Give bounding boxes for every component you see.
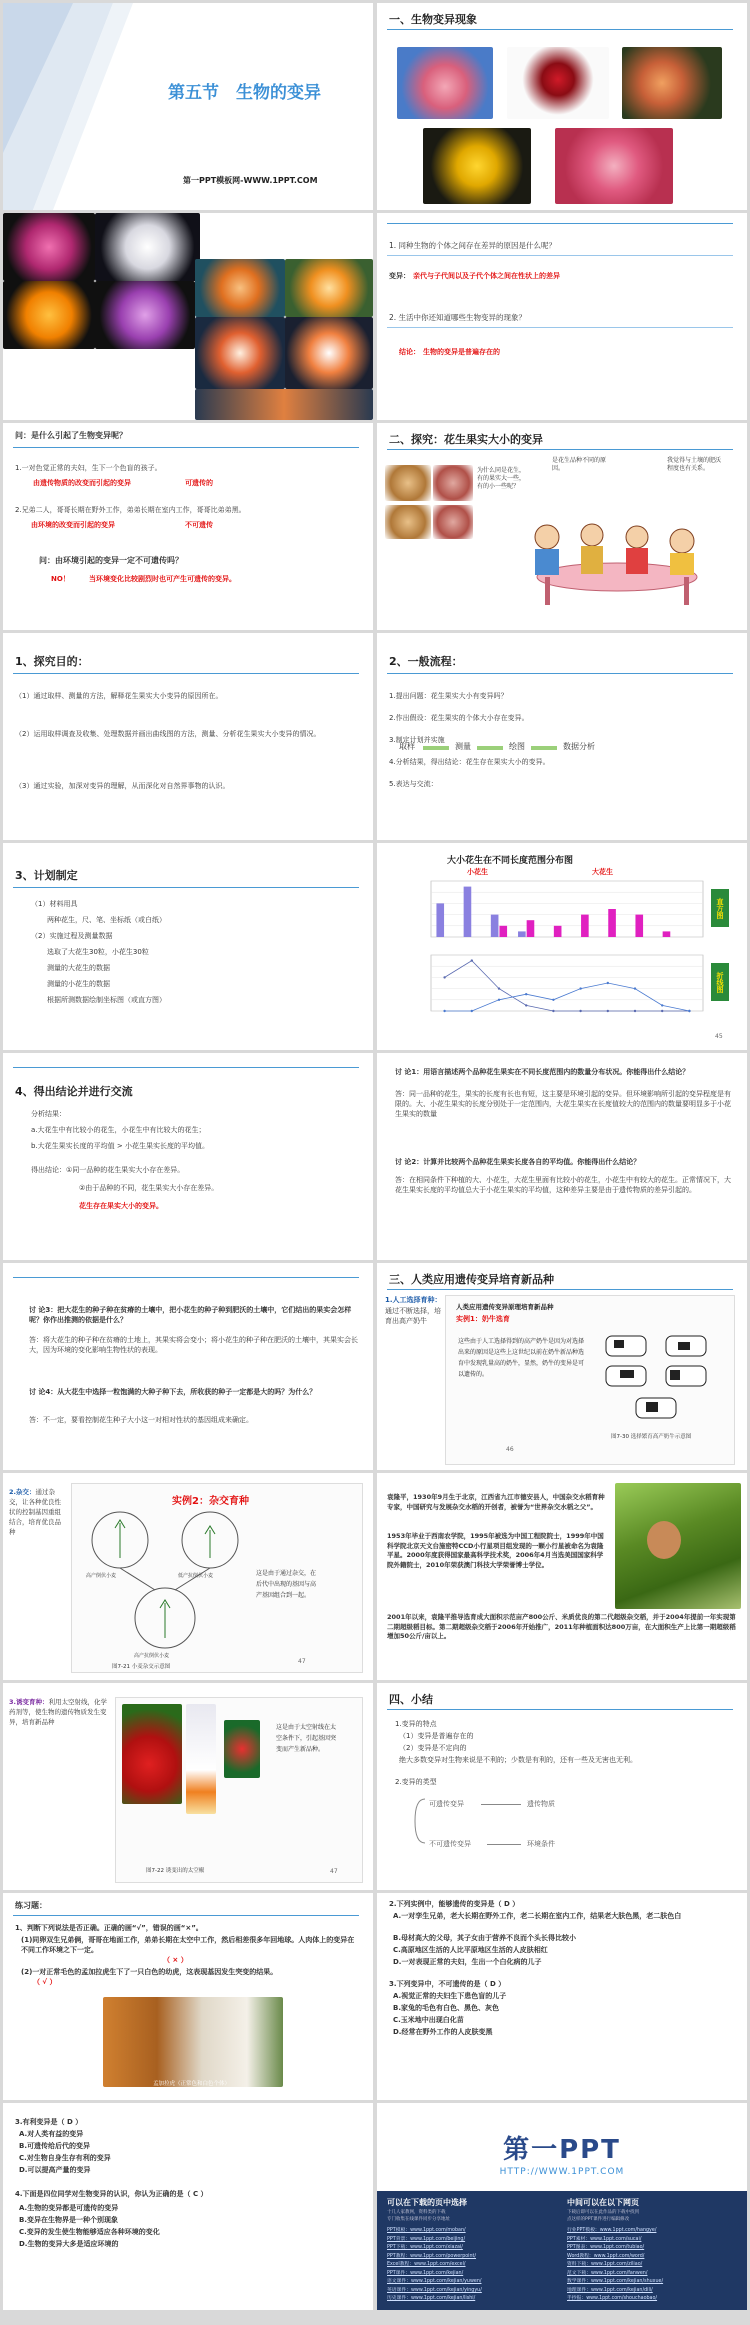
question-1b: (2)一对正常毛色的孟加拉虎生下了一只白色的幼虎，这表现基因发生突变的结果。 [21, 1968, 278, 1976]
case-1-heritable: 可遗传的 [185, 479, 213, 487]
answer-1-label: 变异： [389, 272, 410, 280]
case-2-answer: 由环境的改变而引起的变异 [31, 521, 115, 529]
bubble-breed: 是花生品种不同的原因。 [552, 457, 607, 472]
answer-2: 生物的变异是普遍存在的 [423, 348, 500, 356]
ad-link[interactable]: PPT背景：www.1ppt.com/beijing/ [387, 2236, 466, 2242]
cow-figure-panel [445, 1295, 735, 1465]
no-explanation: 当环境变化比较剧烈时也可产生可遗传的变异。 [89, 575, 236, 583]
bar-small [436, 903, 444, 937]
ad-link[interactable]: Word教程：www.1ppt.com/word/ [567, 2253, 645, 2259]
line-point [579, 1010, 581, 1012]
slide-cause-of-variation [3, 423, 373, 630]
line-point [661, 1010, 663, 1012]
plan-item: （1）材料用具 [31, 900, 78, 908]
ad-link[interactable]: 语文课件：www.1ppt.com/kejian/yuwen/ [387, 2279, 482, 2284]
question-2-option-a: A.一对孪生兄弟，老大长期在野外工作，老二长期在室内工作，结果老大肤色黑，老二肤色白 [393, 1912, 682, 1920]
question-2: 2. 生活中你还知道哪些生物变异的现象？ [389, 313, 527, 322]
page-number: 45 [715, 1033, 723, 1040]
bar-small [518, 931, 526, 937]
slide-variation-definition [377, 213, 747, 420]
type-heritable-cause: 遗传物质 [527, 1800, 555, 1808]
question-3-option-d: D.经常在野外工作的人皮肤变黑 [393, 2028, 493, 2036]
slide-variation-phenomena [377, 3, 747, 210]
figure-title: 人类应用遗传变异原理培育新品种 [456, 1303, 554, 1311]
slide-conclusion [3, 1053, 373, 1260]
ad-left-sub: 十几人家教网，资料类的下载 专门收集在线课件同步分享地址 [387, 2210, 450, 2222]
page-number: 46 [506, 1446, 514, 1453]
question-4-option-b: B.可遗传给后代的变异 [19, 2142, 90, 2150]
conclusion-2: ②由于品种的不同，花生果实大小存在差异。 [79, 1184, 219, 1192]
divider [387, 673, 733, 674]
divider [13, 447, 359, 448]
arrow-icon [481, 1804, 521, 1805]
slide-subtitle: 第一PPT模板网-WWW.1PPT.COM [183, 176, 318, 185]
bubble-question: 为什么同是花生，有的果实大一些，有的小一些呢？ [477, 467, 526, 490]
question-1a: (1)同卵双生兄弟俩，哥哥在地面工作，弟弟长期在太空中工作，然后相差很多年回地球。人肉体上的变异在不同工作环境之下一定。 [21, 1936, 355, 1954]
figure-subtitle: 实例1：奶牛选育 [456, 1315, 510, 1323]
answer-2-label: 结论： [399, 348, 420, 356]
answer-1: 亲代与子代间以及子代个体之间在性状上的差异 [413, 272, 560, 280]
illustration-family-table [517, 515, 717, 610]
plot-area [431, 955, 703, 1011]
ad-links-right [567, 2227, 737, 2304]
photo-peanuts-small [385, 505, 431, 539]
ad-link[interactable]: PPT图表：www.1ppt.com/tubiao/ [567, 2245, 645, 2250]
question-5-option-b: B.变异在生物界是一种个别现象 [19, 2216, 118, 2224]
question-3-option-a: A.视觉正常的夫妇生下患色盲的儿子 [393, 1992, 507, 2000]
line-point [443, 1010, 445, 1012]
question-5-option-a: A.生物的变异都是可遗传的变异 [19, 2204, 119, 2212]
arrow-icon [477, 746, 503, 750]
divider [13, 1067, 359, 1068]
figure-text: 这是由于通过杂交，在后代中出现的基因与高产基因组合到一起。 [256, 1570, 317, 1599]
discussion-3-answer: 答：将大花生的种子种在贫瘠的土地上，其果实将会变小；将小花生的种子种在肥沃的土壤中，其果实会长大，因为环境的变化影响生物性状的表现。 [29, 1336, 358, 1354]
divider [387, 255, 733, 256]
divider [13, 673, 359, 674]
question-4-option-a: A.对人类有益的变异 [19, 2130, 84, 2138]
line-point [443, 976, 445, 978]
ad-link[interactable]: PPT课件：www.1ppt.com/kejian/ [387, 2270, 464, 2276]
mark-right: （ √ ） [33, 1978, 57, 1986]
selection-text: 通过不断选择，培育出高产奶牛 [385, 1307, 441, 1325]
discussion-2: 讨 论2：计算并比较两个品种花生果实长度各自的平均值。你能得出什么结论？ [395, 1158, 641, 1166]
ppt-logo: 第一PPT [503, 2135, 621, 2165]
line-point [607, 1010, 609, 1012]
ad-link[interactable]: 手抄报：www.1ppt.com/shouchaobao/ [567, 2296, 658, 2301]
bar-large [663, 931, 671, 937]
summary-item: 2.变异的类型 [395, 1778, 437, 1786]
case-1-answer: 由遗传物质的改变而引起的变异 [33, 479, 131, 487]
figure-caption: 图7-30 选择繁育高产奶牛示意图 [611, 1434, 692, 1440]
photo-goldfish-5 [195, 389, 373, 420]
line-point [498, 987, 500, 989]
chart-title: 大小花生在不同长度范围分布图 [447, 856, 574, 866]
bar-large [608, 909, 616, 937]
photo-peanut-kernels-large [433, 465, 473, 501]
cow-illustration [596, 1332, 736, 1427]
ad-right-sub: 下载后即可以在此作品的下载中找到 点这样的PPT课件进行编辑修改 [567, 2210, 639, 2222]
purpose-3: （3）通过实验，加深对变异的理解，从而深化对自然界事物的认识。 [15, 782, 230, 790]
question-3: 3.下列变异中，不可遗传的是（ D ） [389, 1980, 506, 1988]
slide-heading: 2、一般流程： [389, 655, 463, 668]
question-3-option-c: C.玉米地中出现白化苗 [393, 2016, 464, 2024]
ad-link[interactable]: 数学课件：www.1ppt.com/kejian/shuxue/ [567, 2279, 664, 2284]
photo-goldfish-2 [285, 259, 373, 317]
plan-item: （2）实施过程及测量数据 [31, 932, 113, 940]
flow-sample: 取样 [399, 742, 415, 751]
slide-title-text: 第五节 生物的变异 [168, 83, 321, 103]
summary-item: （2）变异是不定向的 [399, 1744, 467, 1752]
bar-large [635, 915, 643, 937]
pepper-figure-panel [115, 1697, 363, 1883]
question-2-option-d: D.一对表现正常的夫妇，生出一个白化病的儿子 [393, 1958, 542, 1966]
no-label: NO！ [51, 575, 70, 583]
mutation-title: 3.诱变育种： [9, 1698, 49, 1706]
type-heritable: 可遗传变异 [429, 1800, 464, 1808]
line-point [471, 959, 473, 961]
arrow-icon [423, 746, 449, 750]
ad-link[interactable]: PPT教程：www.1ppt.com/powerpoint/ [387, 2253, 477, 2259]
plan-item: 选取了大花生30粒，小花生30粒 [47, 948, 149, 956]
question-3-option-b: B.家兔的毛色有白色、黑色、灰色 [393, 2004, 499, 2012]
question-heading: 问：是什么引起了生物变异呢？ [15, 431, 127, 440]
mutation-desc: 利用太空射线，化学药剂等，使生物的遗传物质发生变异，培育新品种 [9, 1698, 107, 1726]
plan-item: 测量的小花生的数据 [47, 980, 110, 988]
bar-large [499, 926, 507, 937]
bio-paragraph-2: 1953年毕业于西南农学院，1995年被选为中国工程院院士，1999年中国科学院北京天文台施密特CCD小行星项目组发现的一颗小行星被命名为袁隆平星。2000年度获得国家最高科学技术奖，2006年4月当选美国国家科学院外籍院士，2010年荣获澳门科技大学荣誉博士学位。 [387, 1532, 604, 1569]
photo-peanuts-large [385, 465, 431, 501]
slide-hybridization [3, 1473, 373, 1680]
slide-heading: 4、得出结论并进行交流 [15, 1085, 133, 1098]
ad-panel [377, 2191, 747, 2310]
question-1: 1、判断下列说法是否正确。正确的画“√”，错误的画“×”。 [15, 1924, 203, 1932]
step-5: 5.表达与交流： [389, 780, 438, 788]
line-point [634, 1010, 636, 1012]
figure-text: 这些由于人工选择得到的高产奶牛是因为对选择出来的原因是这些上这世纪以前在奶牛新品种选育中发现乳量高的奶牛，显然，奶牛的变异是可以遗传的。 [458, 1338, 585, 1378]
wheat-label-1: 高产倒伏小麦 [86, 1573, 117, 1579]
slide-heading: 1、探究目的： [15, 655, 89, 668]
photo-goldfish-3 [195, 317, 285, 389]
photo-space-pepper [122, 1704, 182, 1804]
divider [387, 1709, 733, 1710]
result-a: a.大花生中有比较小的花生，小花生中有比较大的花生； [31, 1126, 206, 1134]
slide-heading: 二、探究：花生果实大小的变异 [389, 433, 543, 446]
divider [387, 1289, 733, 1290]
wheat-label-3: 高产抗倒伏小麦 [134, 1653, 170, 1659]
line-point [552, 1010, 554, 1012]
slide-plan [3, 843, 373, 1050]
slide-heading: 三、人类应用遗传变异培育新品种 [389, 1273, 554, 1286]
line-point [579, 987, 581, 989]
summary-item: 1.变异的特点 [395, 1720, 437, 1728]
photo-pink-rose [397, 47, 493, 119]
divider [13, 887, 359, 888]
type-nonheritable: 不可遗传变异 [429, 1840, 471, 1848]
result-label: 分析结果： [31, 1110, 66, 1118]
ad-link[interactable]: 资料下载：www.1ppt.com/ziliao/ [567, 2262, 643, 2267]
case-2: 2.兄弟二人，哥哥长期在野外工作，弟弟长期在室内工作，哥哥比弟弟黑。 [15, 506, 246, 514]
ad-link[interactable]: 范文下载：www.1ppt.com/fanwen/ [567, 2270, 648, 2276]
slide-general-process [377, 633, 747, 840]
flow-measure: 测量 [455, 742, 471, 751]
figure-text: 这是由于太空射线在太空条件下，引起基因突变而产生新品种。 [276, 1724, 337, 1753]
bio-paragraph-1: 袁隆平，1930年9月生于北京，江西省九江市德安县人，中国杂交水稻育种专家，中国研究与发展杂交水稻的开创者，被誉为“世界杂交水稻之父”。 [387, 1493, 605, 1511]
discussion-1-answer: 答：同一品种的花生，果实的长度有长也有短，这主要是环境引起的变异。但环境影响所引起的变异程度是有限的。大、小花生果实的长度分别处于一定范围内，大花生果实在长度值较大的范围内的数量要明显多于小花生果实的数量 [395, 1090, 731, 1118]
slide-breeding-selection [377, 1263, 747, 1470]
question-2-option-b: B.母材高大的父母，其子女由于营养不良而个头长得比较小 [393, 1934, 576, 1942]
slide-heading: 练习题： [15, 1901, 47, 1910]
line-point [498, 999, 500, 1001]
ad-link[interactable]: PPT下载：www.1ppt.com/xiazai/ [387, 2245, 463, 2250]
summary-item: 绝大多数变异对生物来说是不利的；少数是有利的，还有一些及无害也无利。 [399, 1756, 637, 1764]
summary-item: （1）变异是普遍存在的 [399, 1732, 474, 1740]
plot-area [431, 881, 703, 937]
photo-rose-bouquet [555, 128, 673, 204]
divider [13, 1277, 359, 1278]
divider [387, 449, 733, 450]
selection-title: 1.人工选择育种： [385, 1296, 442, 1304]
photo-caption: 孟加拉虎（正常色和白色个体） [153, 2081, 231, 2087]
divider [13, 1915, 359, 1916]
figure-title: 实例2：杂交育种 [172, 1496, 249, 1507]
step-2: 2.作出假设：花生果实的个体大小存在变异。 [389, 714, 529, 722]
type-nonheritable-cause: 环境条件 [527, 1840, 555, 1848]
page-number: 47 [330, 1868, 338, 1875]
slide-yuan-longping [377, 1473, 747, 1680]
line-point [552, 999, 554, 1001]
case-1: 1.一对色觉正常的夫妇，生下一个色盲的孩子。 [15, 464, 162, 472]
mutation-text [9, 1697, 109, 1727]
legend-small: 小花生 [467, 868, 488, 876]
discussion-2-answer: 答：在相同条件下种植的大、小花生，大花生里面有比较小的花生，小花生中有较大的花生。正常情况下，大花生果实长度的平均值总大于小花生果实的平均值，这种差异主要是由于遗传物质的差异引起的。 [395, 1176, 731, 1194]
portrait-face [647, 1521, 681, 1559]
step-4: 4.分析结果，得出结论：花生存在果实大小的变异。 [389, 758, 550, 766]
case-2-nonheritable: 不可遗传 [185, 521, 213, 529]
arrow-icon [487, 1844, 521, 1845]
wheat-illustration [80, 1508, 250, 1658]
slide-inquiry-purpose [3, 633, 373, 840]
ad-link[interactable]: PPT素材：www.1ppt.com/sucai/ [567, 2236, 642, 2242]
photo-orange-chrysanthemum [3, 281, 95, 349]
line-point [688, 1010, 690, 1012]
ppt-url: HTTP://WWW.1PPT.COM [499, 2167, 625, 2177]
question-2-heading: 问：由环境引起的变异一定不可遗传吗？ [39, 556, 183, 565]
slide-exercise-3-4 [3, 2103, 373, 2310]
slide-ppt-ad [377, 2103, 747, 2310]
ad-link[interactable]: Excel教程：www.1ppt.com/excel/ [387, 2262, 466, 2267]
hybrid-text [9, 1487, 67, 1537]
line-point [525, 993, 527, 995]
bar-large [527, 920, 535, 937]
slide-title [3, 3, 373, 210]
line-point [607, 982, 609, 984]
line-point [525, 1004, 527, 1006]
slide-summary [377, 1683, 747, 1890]
divider [387, 29, 733, 30]
photo-pepper-small [224, 1720, 260, 1778]
conclusion-final: 花生存在果实大小的变异。 [79, 1202, 163, 1210]
page-number: 47 [298, 1658, 306, 1665]
slide-exercise-2-3 [377, 1893, 747, 2100]
question-4-option-d: D.可以提高产量的变异 [19, 2166, 91, 2174]
histogram-chart [417, 877, 707, 947]
plan-item: 两种花生，尺、笔、坐标纸（或白纸） [47, 916, 166, 924]
question-5-option-d: D.生物的变异大多是适应环境的 [19, 2240, 119, 2248]
discussion-4: 讨 论4：从大花生中选择一粒饱满的大种子种下去，所收获的种子一定都是大的吗？为什么？ [29, 1388, 317, 1396]
bubble-soil: 我觉得与土壤的肥沃程度也有关系。 [667, 457, 722, 472]
ad-right-title: 中间可以在以下网页 [567, 2198, 639, 2207]
side-label-histogram: 直方图 [711, 889, 729, 927]
ad-links-left [387, 2227, 557, 2304]
photo-red-rose [507, 47, 609, 119]
line-point [634, 987, 636, 989]
question-5-option-c: C.变异的发生使生物能够适应各种环境的变化 [19, 2228, 160, 2236]
question-1: 1. 同种生物的个体之间存在差异的原因是什么呢？ [389, 241, 557, 250]
divider [387, 223, 733, 224]
discussion-1: 讨 论1：用语言描述两个品种花生果实在不同长度范围内的数量分布状况。你能得出什么结论？ [395, 1068, 690, 1076]
photo-bengal-tigers [103, 1997, 283, 2087]
divider [387, 327, 733, 328]
bar-large [581, 915, 589, 937]
ad-left-title: 可以在下载的页中选择 [387, 2198, 467, 2207]
legend-large: 大花生 [592, 868, 613, 876]
ad-link[interactable]: 历史课件：www.1ppt.com/kejian/lishi/ [387, 2296, 476, 2301]
photo-goldfish-4 [285, 317, 373, 389]
slide-exercise-1 [3, 1893, 373, 2100]
slide-heading: 3、计划制定 [15, 869, 78, 882]
slide-peanut-inquiry [377, 423, 747, 630]
discussion-3: 讨 论3：把大花生的种子种在贫瘠的土壤中，把小花生的种子种到肥沃的土壤中，它们结出的果实会怎样呢？你作出推测的依据是什么？ [29, 1306, 352, 1324]
bar-large [554, 926, 562, 937]
slide-heading: 一、生物变异现象 [389, 13, 477, 26]
question-5: 4.下面是四位同学对生物变异的认识，你认为正确的是（ C ） [15, 2190, 208, 2198]
ad-link[interactable]: 行业PPT模板：www.1ppt.com/hangye/ [567, 2228, 657, 2233]
hybrid-title: 2.杂交： [9, 1488, 36, 1496]
photo-orange-roses [622, 47, 722, 119]
arrow-icon [531, 746, 557, 750]
photo-peanut-kernels-small [433, 505, 473, 539]
slide-mutation-breeding [3, 1683, 373, 1890]
question-4-option-c: C.对生物自身生存有利的变异 [19, 2154, 111, 2162]
purpose-1: （1）通过取样、测量的方法，解释花生果实大小变异的原因所在。 [15, 692, 223, 700]
line-chart [417, 951, 707, 1021]
purpose-2: （2）运用取样调查及收集、处理数据并画出曲线图的方法，测量、分析花生果实大小变异的情况。 [15, 730, 321, 738]
photo-rocket-launch [186, 1704, 216, 1814]
plan-item: 根据所测数据绘制坐标图（或直方图） [47, 996, 166, 1004]
figure-caption: 图7-22 诱变出的太空椒 [146, 1868, 205, 1874]
photo-goldfish-1 [195, 259, 285, 317]
line-point [661, 1004, 663, 1006]
step-3: 3.制定计划并实施 [389, 736, 445, 744]
slide-distribution-chart [377, 843, 747, 1050]
photo-pink-chrysanthemum [3, 213, 95, 281]
photo-yellow-roses [423, 128, 531, 204]
conclusion-1: 得出结论：①同一品种的花生果实大小存在差异。 [31, 1166, 185, 1174]
question-2-option-c: C.高原地区生活的人比平原地区生活的人皮肤相红 [393, 1946, 548, 1954]
flow-analysis: 数据分析 [563, 742, 595, 751]
hybrid-desc: 通过杂交，让各种优良性状的控制基因重组结合，培育优良品种 [9, 1488, 61, 1536]
question-4: 3.有利变异是（ D ） [15, 2118, 83, 2126]
bar-small [464, 887, 472, 937]
result-b: b.大花生果实长度的平均值 > 小花生果实长度的平均值。 [31, 1142, 209, 1150]
line-point [471, 1010, 473, 1012]
discussion-4-answer: 答：不一定，要看控制花生种子大小这一对相对性状的基因组成来确定。 [29, 1416, 253, 1424]
mark-wrong: （ × ） [163, 1956, 188, 1964]
slide-heading: 四、小结 [389, 1693, 433, 1706]
question-2: 2.下列实例中，能够遗传的变异是（ D ） [389, 1900, 520, 1908]
wheat-label-2: 低产抗倒伏小麦 [178, 1573, 214, 1579]
bar-small [491, 915, 499, 937]
figure-caption: 图7-21 小麦杂交示意图 [112, 1664, 171, 1670]
flow-plot: 绘图 [509, 742, 525, 751]
slide-discussion-3-4 [3, 1263, 373, 1470]
plan-item: 测量的大花生的数据 [47, 964, 110, 972]
bio-paragraph-3: 2001年以来，袁隆平推导选育成大面积示范亩产800公斤、米质优良的第二代超级杂交稻，并于2004年提前一年实现第二期超级稻目标。第二期超级杂交稻于2006年开始推广，2011年种植面积达800万亩，在大面积生产上比第一期超级稻增加50公斤/亩以上。 [387, 1613, 736, 1640]
ad-link[interactable]: 英语课件：www.1ppt.com/kejian/yingyu/ [387, 2287, 482, 2293]
step-1: 1.提出问题：花生果实大小有变异吗？ [389, 692, 508, 700]
ad-link[interactable]: 地理课件：www.1ppt.com/kejian/dili/ [567, 2287, 653, 2293]
photo-white-chrysanthemum [95, 213, 200, 281]
photo-purple-chrysanthemum [95, 281, 195, 349]
side-label-line: 折线图 [711, 963, 729, 1001]
slide-discussion-1-2 [377, 1053, 747, 1260]
ad-link[interactable]: PPT模板：www.1ppt.com/moban/ [387, 2228, 466, 2233]
slide-flower-fish-photos [3, 213, 373, 420]
hybrid-figure-panel [71, 1483, 363, 1673]
